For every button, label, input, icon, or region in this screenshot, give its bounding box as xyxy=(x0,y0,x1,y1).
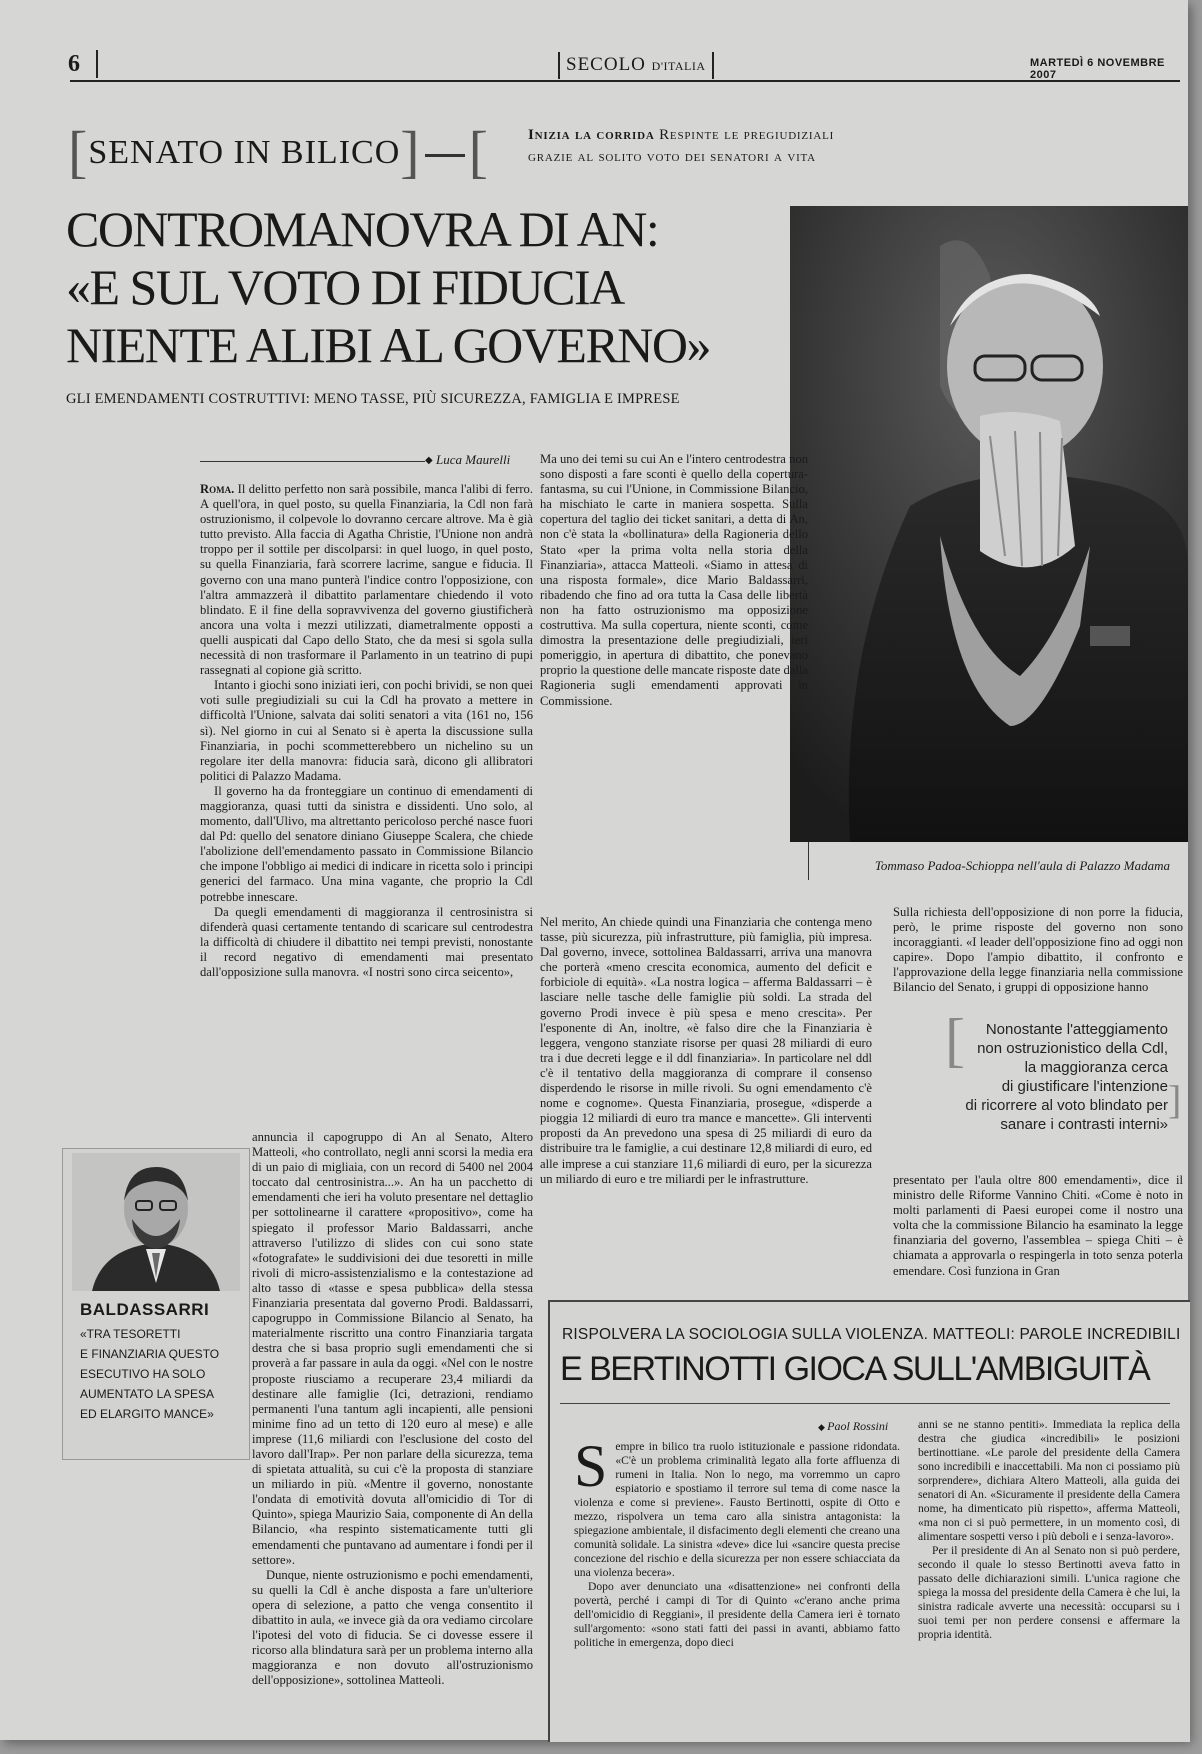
section-dash xyxy=(425,154,465,157)
sidebar-quote-line-1: «TRA TESORETTI xyxy=(80,1327,181,1341)
pull-quote-line-1: Nonostante l'atteggiamento xyxy=(985,1021,1168,1038)
drop-cap: S xyxy=(574,1433,608,1499)
section-kicker xyxy=(528,124,834,168)
bottom-rule xyxy=(560,1403,1170,1404)
headline-line-3: NIENTE ALIBI AL GOVERNO» xyxy=(66,317,711,373)
main-column-2 xyxy=(540,452,808,907)
pull-quote-line-5: di ricorrere al voto blindato per xyxy=(965,1097,1168,1114)
baldassarri-portrait xyxy=(72,1153,240,1291)
caption-rule xyxy=(808,842,809,880)
pull-quote-line-4: di giustificare l'intenzione xyxy=(1001,1078,1168,1095)
paragraph-4: Da quegli emendamenti di maggioranza il centrosinistra si difenderà quasi certamente tentando di scaricare sul centrodestra la difficoltà di chiudere il dibattito nei tempi previsti, nonostante il record negativo di emendamenti mai presentato dall'opposizione sulla manovra. «I nostri sono circa seicento», xyxy=(200,904,533,979)
bracket-open: [ xyxy=(68,119,89,184)
masthead-main: SECOLO xyxy=(566,54,646,75)
sidebar-quote-line-3: ESECUTIVO HA SOLO xyxy=(80,1367,206,1381)
bottom-column-1 xyxy=(574,1433,900,1730)
bottom-paragraph-3: anni se ne stanno pentiti». Immediata la replica della destra che giudica «incredibili» le posizioni bertinottiane. «Le parole del presidente della Camera sono incredibili e inaccettabili. Ma non ci possiamo più sorprendere», dichiara Altero Matteoli, alla guida dei senatori di An. «Sicuramente il presidente della Camera nome, ha dimenticato più rispetto», afferma Matteoli, «ma non ci si può permettere, in un momento così, di alimentare sospetti verso i più deboli e i senza-lavoro». xyxy=(918,1418,1180,1543)
paragraph-5: Dunque, niente ostruzionismo e pochi emendamenti, su quelli la Cdl è anche disposta a fare un'ulteriore opera di selezione, a patto che venga consentito il dibattito in aula, «e invece già da ora vediamo circolare l'ipotesi del voto di fiducia. Se ci dovesse essere il ricorso alla blindatura sarà per un problema interno alla maggioranza e non dovuto all'ostruzionismo dell'opposizione», sottolinea Matteoli. xyxy=(252,1567,533,1688)
photo-illustration xyxy=(790,206,1188,842)
headline-line-2: «E SUL VOTO DI FIDUCIA xyxy=(66,259,624,315)
pull-quote-bracket-right: ] xyxy=(1168,1077,1182,1122)
byline: Luca Maurelli xyxy=(436,452,511,467)
baldassarri-photo xyxy=(72,1153,240,1291)
bottom-paragraph-2: Dopo aver denunciato una «disattenzione» nei confronti della povertà, perché i campi di Tor di Quinto «c'erano anche prima dell'omicidio di Reggiani», il presidente della Camera ieri è tornato sull'argomento: «sono stati fatti dei passi in avanti, abbiamo fatto politiche in emergenza, dopo dieci xyxy=(574,1580,900,1649)
bracket-open-2: [ xyxy=(468,119,489,184)
main-column-3 xyxy=(540,915,872,1285)
paragraph-1: Il delitto perfetto non sarà possibile, manca l'alibi di ferro. A quell'ora, in quel posto, su quella Finanziaria, la Cdl non farà ostruzionismo, il colpevole lo dovranno cercare altrove. Ma è già tutto previsto. Alla faccia di Agatha Christie, l'Unione non andrà troppo per il sottile per discolparsi: in quel luogo, in quel posto, su quella Finanziaria, farà scorrere lacrime, sangue e fiducia. Il governo con una mano punterà l'indice contro l'opposizione, con l'altra ammazzerà il dibattito parlamentare chiedendo il voto blindato. E il fine della sopravvivenza del governo giustificherà ancora una volta i mezzi utilizzati, diametralmente opposti a quelli auspicati dal Capo dello Stato, che da mesi si sgola sulla necessità di non trasformare il Parlamento in un teatrino di pupi rassegnati al copione già scritto. xyxy=(200,482,533,678)
kicker-lead: Inizia la corrida xyxy=(528,127,655,143)
sidebar-quote-line-2: E FINANZIARIA QUESTO xyxy=(80,1347,220,1361)
bottom-byline-name: Paol Rossini xyxy=(827,1419,889,1433)
pull-quote-line-3: la maggioranza cerca xyxy=(1024,1059,1168,1076)
headline-line-1: CONTROMANOVRA DI AN: xyxy=(66,201,659,257)
header-rule xyxy=(70,80,1180,82)
main-column-1b xyxy=(252,1130,533,1688)
bottom-paragraph-4: Per il presidente di An al Senato non si può perdere, secondo il quale lo stesso Bertinotti aveva fatto in passato delle dichiarazioni simili. L'unica ragione che spiega la mossa del presidente della Camera è che lui, la sinistra radicale avverte una necessità: occuparsi su i suoi temi per non perdere consensi e affermare la propria identità. xyxy=(918,1544,1180,1641)
paragraph-7: Nel merito, An chiede quindi una Finanziaria che contenga meno tasse, più sicurezza, più infrastrutture, più famiglia, più impresa. Dal governo, invece, sottolinea Baldassarri, arriva una manovra che porterà «meno crescita economica, aumento del deficit e forbiciole di equità». «La nostra logica – afferma Baldassarri – è lasciare nelle tasche delle famiglie più soldi. La strada del governo Prodi invece è più spesa e meno crescita». Per l'esponente di An, inoltre, «è falso dire che la Finanziaria è leggera, vengono stanziate risorse per quasi 28 miliardi di euro tra i due decreti legge e il ddl finanziaria». In particolare nel ddl c'è il tentativo della maggioranza di comprare il consenso disperdendo le risorse in mille rivoli. Su ogni emendamento c'è nome e cognome». Questa Finanziaria, prosegue, «disperde a pioggia 12 miliardi di euro tra mance e mancette». Gli interventi proposti da An prevedono una spesa di 25 miliardi di euro da distribuire tra le famiglie, a cui destinare 12,8 miliardi di euro, ed alle imprese a cui stanziare 11,6 miliardi di euro, per la sicurezza un miliardo di euro e tre miliardi per le infrastrutture. xyxy=(540,915,872,1186)
byline-diamond-icon: ◆ xyxy=(425,455,433,466)
paragraph-6: Ma uno dei temi su cui An e l'intero centrodestra non sono disposti a fare sconti è quello della copertura-fantasma, su cui l'Unione, in Commissione Bilancio, ha mischiato le carte in maniera sospetta. Sulla copertura del taglio dei ticket sanitari, a detta di An, non c'è stata la «bollinatura» della Ragioneria dello Stato «per la prima volta nella storia della Finanziaria», attacca Matteoli. «Siamo in attesa di una risposta formale», dice Mario Baldassarri, ribadendo che fino ad ora tutta la Casa delle libertà non ha fatto ostruzionismo ma opposizione costruttiva. Ma sulla copertura, niente sconti, come dimostra la presentazione delle pregiudiziali, ieri pomeriggio, in apertura di dibattito, che ponevano proprio la questione delle mancate risposte date dalla Ragioneria sugli emendamenti approvati in Commissione. xyxy=(540,452,808,708)
pull-quote-line-6: sanare i contrasti interni» xyxy=(1000,1116,1168,1133)
main-subhead: GLI EMENDAMENTI COSTRUTTIVI: MENO TASSE, PIÙ SICUREZZA, FAMIGLIA E IMPRESE xyxy=(66,391,680,407)
kicker-line2: grazie al solito voto dei senatori a vita xyxy=(528,149,816,165)
paragraph-2: Intanto i giochi sono iniziati ieri, con pochi brividi, se non quei voti sulle pregiudiziali su cui la Cdl ha provato a mettere in difficoltà l'Unione, salvata dai soliti senatori a vita (161 no, 156 sì). Nel giorno in cui al Senato si è aperta la discussione sulla Finanziaria, in pochi scommetterebbero un nichelino su un regolare iter della manovra: fiducia sarà, dicono gli allibratori politici di Palazzo Madama. xyxy=(200,678,533,783)
paragraph-3: Il governo ha da fronteggiare un continuo di emendamenti di maggioranza, quasi tutti da sinistra e dissidenti. Uno solo, al momento, dall'Ulivo, ma altrettanto pericoloso perché nasce fuori dal Pd: quello del senatore diniano Giuseppe Scalera, che chiede l'abolizione dell'emendamento passato in Commissione Bilancio che impone l'obbligo ai medici di indicare in ricetta solo i principi generici del farmaco. Una mina vagante, che proprio la Cdl potrebbe innescare. xyxy=(200,783,533,904)
issue-date: MARTEDÌ 6 NOVEMBRE 2007 xyxy=(1030,57,1165,81)
main-photo xyxy=(790,206,1188,842)
main-column-4a xyxy=(893,905,1183,995)
paragraph-4-cont: annuncia il capogruppo di An al Senato, Altero Matteoli, «ho controllato, negli anni scorsi la media era di un paio di migliaia, con un record di 5400 nel 2004 toccato dal centrosinistra...». An ha un pacchetto di emendamenti che ieri ha voluto presentare nel dettaglio per sottolinearne il carattere «propositivo», come ha spiegato il professor Mario Baldassarri, anche attraverso l'utilizzo di slides con cui sono state «fotografate» le suddivisioni dei due tesoretti in mille rivoli di micro-assistenzialismo e la contestazione ad alto tasso di «tasse e spesa pubblica» della stessa Finanziaria presentata dal governo Prodi. Baldassarri, capogruppo in Commissione Bilancio al Senato, ha materialmente riscritto una contro Finanziaria targata destra che si basa proprio sugli emendamenti che si proverà a far passare in aula da oggi. «Nel con le nostre proposte riusciamo a recuperare 23,4 miliardi da destinare alle famiglie (Ici, detrazioni, rendiamo permanenti l'una tantum agli incapienti, alle pensioni minime fino ad un tetto di 120 euro al mese) e alle imprese (11,6 miliardi con l'esclusione del costo del lavoro dall'Irap». Per non parlare della sicurezza, tema di spietata attualità, su cui c'è la proposta di stanziare un miliardo in più. «Mentre il governo, nonostante l'ondata di emotività dovuta all'omicidio di Tor di Quinto», spiega Maurizio Saia, componente di An della Bilancio, «ha respinto sistematicamente tutti gli emendamenti che puntavano ad aumentare i fondi per il settore». xyxy=(252,1130,533,1567)
page-number: 6 xyxy=(68,50,98,78)
bottom-kicker: RISPOLVERA LA SOCIOLOGIA SULLA VIOLENZA. MATTEOLI: PAROLE INCREDIBILI xyxy=(562,1326,1181,1343)
paragraph-9: presentato per l'aula oltre 800 emendamenti», dice il ministro delle Riforme Vannino Chiti. «Come è noto in molti parlamenti di Paesi europei come il nostro una volta che la commissione Bilancio ha esaminato la legge finanziaria del governo, l'assemblea – spiega Chiti – è chiamata a approvarla o respingerla in toto senza poterla emendare. Così funziona in Gran xyxy=(893,1173,1183,1278)
main-column-1 xyxy=(200,482,533,980)
sidebar-name: BALDASSARRI xyxy=(80,1300,210,1319)
sidebar-quote-line-4: AUMENTATO LA SPESA xyxy=(80,1387,215,1401)
sidebar-quote xyxy=(80,1324,245,1424)
section-title: SENATO IN BILICO xyxy=(88,134,401,171)
kicker-rest: Respinte le pregiudiziali xyxy=(659,127,835,143)
masthead-small: D'ITALIA xyxy=(651,59,706,73)
photo-caption: Tommaso Padoa-Schioppa nell'aula di Palazzo Madama xyxy=(874,858,1170,873)
paragraph-8: Sulla richiesta dell'opposizione di non porre la fiducia, però, le prime risposte del governo non sono incoraggianti. «I leader dell'opposizione fino ad oggi non capire». Dopo l'ampio dibattito, il confronto e l'approvazione della legge finanziaria nella commissione Bilancio del Senato, i gruppi di opposizione hanno xyxy=(893,905,1183,995)
byline-diamond-icon-2: ◆ xyxy=(818,1422,828,1432)
pull-quote xyxy=(900,1020,1168,1134)
main-headline xyxy=(66,200,776,374)
pull-quote-line-2: non ostruzionistico della Cdl, xyxy=(977,1040,1168,1057)
bottom-byline xyxy=(818,1419,888,1434)
section-tag xyxy=(68,118,489,185)
byline-rule xyxy=(200,461,425,462)
bottom-column-2 xyxy=(918,1418,1180,1730)
bottom-paragraph-1: empre in bilico tra ruolo istituzionale e passione ridondata. «C'è un problema criminalità legato alla forte affluenza di rumeni in Italia. Non lo nego, ma vorremmo un capro espiatorio e spostiamo il terrore sul tema di come nasce la violenza e come si previene». Fausto Bertinotti, ospite di Otto e mezzo, rispolvera un tema caro alla sinistra antagonista: la spiegazione ambientale, il disfacimento degli elementi che creano una comunità solidale. La sinistra «deve» dice lui «sancire questa precise concezione del rischio e della sicurezza per non essere schiacciata da una violenza becera». xyxy=(574,1440,900,1579)
sidebar-quote-line-5: ED ELARGITO MANCE» xyxy=(80,1407,214,1421)
masthead xyxy=(558,52,714,79)
bracket-close: ] xyxy=(400,119,421,184)
bottom-headline: E BERTINOTTI GIOCA SULL'AMBIGUITÀ xyxy=(560,1350,1150,1388)
main-column-4b xyxy=(893,1173,1183,1285)
pull-quote-bracket-left: [ xyxy=(945,1007,965,1073)
dateline: Roma. xyxy=(200,482,235,496)
